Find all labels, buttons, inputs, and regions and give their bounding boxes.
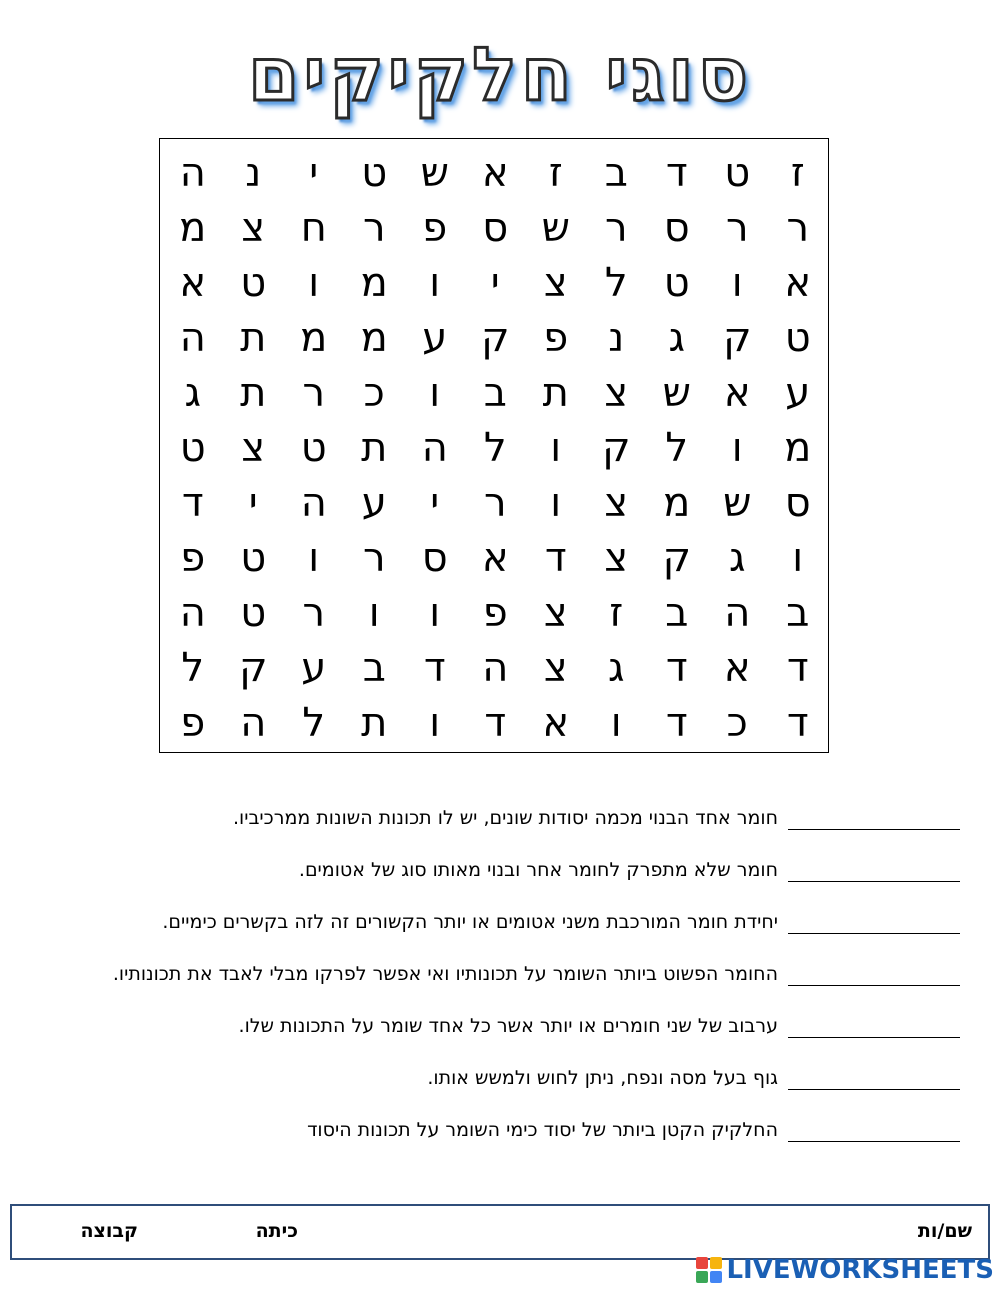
grid-letter[interactable]: ר <box>725 204 749 251</box>
grid-letter[interactable]: א <box>481 149 509 196</box>
grid-letter[interactable]: ק <box>662 534 691 581</box>
clue-item <box>30 852 960 886</box>
grid-letter[interactable]: ד <box>665 699 688 746</box>
grid-letter[interactable]: ש <box>723 479 752 526</box>
grid-letter[interactable]: ד <box>423 644 446 691</box>
grid-letter[interactable]: ל <box>181 644 205 691</box>
grid-letter[interactable]: ו <box>550 479 562 526</box>
grid-letter[interactable]: ב <box>362 644 386 691</box>
grid-letter[interactable]: ד <box>786 699 809 746</box>
grid-letter[interactable]: מ <box>179 204 207 251</box>
grid-letter[interactable]: ר <box>604 204 628 251</box>
grid-letter[interactable]: ע <box>301 644 327 691</box>
student-info-box <box>10 1204 990 1260</box>
answer-blank[interactable] <box>788 800 960 830</box>
grid-letter[interactable]: ט <box>300 424 327 471</box>
grid-letter[interactable]: צ <box>604 479 629 526</box>
grid-row <box>160 200 828 255</box>
grid-letter[interactable]: ת <box>542 369 569 416</box>
grid-letter[interactable]: ר <box>483 479 507 526</box>
group-label: קבוצה <box>80 1220 138 1242</box>
clue-item <box>30 1060 960 1094</box>
grid-letter[interactable]: צ <box>241 204 266 251</box>
grid-letter[interactable]: ג <box>729 534 746 581</box>
clue-text: גוף בעל מסה ונפח, ניתן לחוש ולמשש אותו. <box>427 1067 778 1089</box>
grid-letter[interactable]: א <box>542 699 570 746</box>
answer-blank[interactable] <box>788 1060 960 1090</box>
grid-letter[interactable]: ט <box>179 424 206 471</box>
clue-item <box>30 1008 960 1042</box>
logo-tile <box>710 1271 722 1283</box>
grid-letter[interactable]: ט <box>663 259 690 306</box>
grid-letter[interactable]: ר <box>302 589 326 636</box>
logo-tile <box>696 1271 708 1283</box>
grid-letter[interactable]: ה <box>300 479 327 526</box>
clue-text: יחידת חומר המורכבת משני אטומים או יותר הקשורים זה לזה בקשרים כימיים. <box>162 911 778 933</box>
clue-text: החומר הפשוט ביותר השומר על תכונותיו ואי אפשר לפרקו מבלי לאבד את תכונותיו. <box>112 963 778 985</box>
grid-letter[interactable]: כ <box>363 369 385 416</box>
grid-letter[interactable]: ד <box>786 644 809 691</box>
grid-letter[interactable]: ו <box>792 534 804 581</box>
grid-letter[interactable]: ה <box>724 589 751 636</box>
grid-row <box>160 255 828 310</box>
grid-letter[interactable]: ו <box>368 589 380 636</box>
grid-letter[interactable]: ו <box>429 699 441 746</box>
grid-letter[interactable]: מ <box>300 314 328 361</box>
grid-letter[interactable]: ה <box>240 699 267 746</box>
grid-letter[interactable]: ד <box>544 534 567 581</box>
grid-row <box>160 145 828 200</box>
grid-letter[interactable]: א <box>723 369 751 416</box>
grid-letter[interactable]: ר <box>362 534 386 581</box>
grid-letter[interactable]: פ <box>543 314 569 361</box>
grid-letter[interactable]: א <box>179 259 207 306</box>
clue-item <box>30 1112 960 1146</box>
grid-letter[interactable]: ט <box>240 589 267 636</box>
grid-letter[interactable]: ש <box>541 204 570 251</box>
grid-row <box>160 310 828 365</box>
clue-text: חומר שלא מתפרק לחומר אחר ובנוי מאותו סוג של אטומים. <box>298 859 778 881</box>
answer-blank[interactable] <box>788 1112 960 1142</box>
grid-letter[interactable]: ט <box>240 259 267 306</box>
grid-row <box>160 640 828 695</box>
grid-letter[interactable]: ק <box>723 314 752 361</box>
grid-letter[interactable]: צ <box>543 259 568 306</box>
grid-letter[interactable]: ס <box>482 204 509 251</box>
grid-letter[interactable]: צ <box>241 424 266 471</box>
grid-letter[interactable]: ו <box>429 259 441 306</box>
grid-letter[interactable]: ה <box>179 589 206 636</box>
grid-letter[interactable]: ל <box>665 424 689 471</box>
grid-letter[interactable]: ת <box>361 699 388 746</box>
grid-letter[interactable]: א <box>723 644 751 691</box>
grid-letter[interactable]: פ <box>482 589 508 636</box>
grid-letter[interactable]: א <box>481 534 509 581</box>
grid-letter[interactable]: ה <box>179 149 206 196</box>
grid-letter[interactable]: ט <box>240 534 267 581</box>
grid-row <box>160 365 828 420</box>
grid-letter[interactable]: ר <box>362 204 386 251</box>
grid-letter[interactable]: ט <box>361 149 388 196</box>
grid-letter[interactable]: ב <box>786 589 810 636</box>
answer-blank[interactable] <box>788 904 960 934</box>
grid-row <box>160 530 828 585</box>
clue-item <box>30 956 960 990</box>
name-label: שם/ות <box>917 1220 972 1242</box>
grid-letter[interactable]: י <box>309 149 319 196</box>
grid-letter[interactable]: ז <box>790 149 805 196</box>
grid-letter[interactable]: י <box>490 259 500 306</box>
answer-blank[interactable] <box>788 956 960 986</box>
grid-letter[interactable]: ג <box>608 644 625 691</box>
grid-letter[interactable]: ד <box>181 479 204 526</box>
grid-letter[interactable]: ת <box>240 314 267 361</box>
logo-tile <box>710 1257 722 1269</box>
grid-letter[interactable]: ד <box>665 644 688 691</box>
grid-letter[interactable]: ח <box>300 204 327 251</box>
grid-letter[interactable]: ו <box>308 259 320 306</box>
grid-letter[interactable]: ז <box>548 149 563 196</box>
grid-letter[interactable]: ו <box>731 259 743 306</box>
grid-letter[interactable]: מ <box>360 259 388 306</box>
grid-letter[interactable]: נ <box>245 149 262 196</box>
grid-letter[interactable]: ב <box>483 369 507 416</box>
clue-text: חומר אחד הבנוי מכמה יסודות שונים, יש לו תכונות השונות ממרכיביו. <box>232 807 778 829</box>
grid-letter[interactable]: ע <box>785 369 811 416</box>
grid-letter[interactable]: ג <box>668 314 685 361</box>
grid-letter[interactable]: ש <box>662 369 691 416</box>
grid-letter[interactable]: ל <box>604 259 628 306</box>
grid-letter[interactable]: ה <box>482 644 509 691</box>
grid-letter[interactable]: ע <box>361 479 387 526</box>
grid-letter[interactable]: צ <box>543 589 568 636</box>
grid-letter[interactable]: ד <box>665 149 688 196</box>
clue-text: ערבוב של שני חומרים או יותר אשר כל אחד שומר על התכונות שלו. <box>238 1015 778 1037</box>
grid-letter[interactable]: ס <box>663 204 690 251</box>
grid-letter[interactable]: ו <box>550 424 562 471</box>
grid-letter[interactable]: י <box>430 479 440 526</box>
grid-letter[interactable]: ק <box>602 424 631 471</box>
grid-letter[interactable]: ו <box>731 424 743 471</box>
grid-letter[interactable]: מ <box>360 314 388 361</box>
grid-letter[interactable]: ה <box>421 424 448 471</box>
grid-letter[interactable]: פ <box>180 534 206 581</box>
grid-letter[interactable]: ש <box>420 149 449 196</box>
grid-letter[interactable]: ו <box>429 369 441 416</box>
grid-letter[interactable]: א <box>784 259 812 306</box>
worksheet-title: סוגי חלקיקים <box>248 32 752 118</box>
grid-letter[interactable]: צ <box>543 644 568 691</box>
grid-row <box>160 420 828 475</box>
grid-letter[interactable]: ט <box>784 314 811 361</box>
answer-blank[interactable] <box>788 1008 960 1038</box>
grid-letter[interactable]: ג <box>184 369 201 416</box>
word-search-grid <box>159 138 829 753</box>
grid-letter[interactable]: ס <box>421 534 448 581</box>
grid-letter[interactable]: ק <box>481 314 510 361</box>
grid-letter[interactable]: ר <box>302 369 326 416</box>
liveworksheets-logo <box>696 1255 994 1285</box>
grid-letter[interactable]: ו <box>610 699 622 746</box>
answer-blank[interactable] <box>788 852 960 882</box>
class-label: כיתה <box>255 1220 298 1242</box>
grid-letter[interactable]: נ <box>608 314 625 361</box>
clue-item <box>30 904 960 938</box>
liveworksheets-logo-icon <box>696 1257 722 1283</box>
clue-list <box>30 800 960 1164</box>
grid-letter[interactable]: ו <box>308 534 320 581</box>
grid-letter[interactable]: מ <box>663 479 691 526</box>
grid-letter[interactable]: צ <box>604 369 629 416</box>
grid-letter[interactable]: ב <box>665 589 689 636</box>
grid-row <box>160 475 828 530</box>
grid-letter[interactable]: ל <box>302 699 326 746</box>
grid-letter[interactable]: פ <box>422 204 448 251</box>
logo-tile <box>696 1257 708 1269</box>
grid-letter[interactable]: ת <box>240 369 267 416</box>
grid-letter[interactable]: ס <box>784 479 811 526</box>
grid-letter[interactable]: כ <box>726 699 748 746</box>
grid-letter[interactable]: ד <box>484 699 507 746</box>
liveworksheets-wordmark: LIVEWORKSHEETS <box>726 1255 994 1285</box>
grid-row <box>160 695 828 750</box>
grid-letter[interactable]: ו <box>429 589 441 636</box>
grid-letter[interactable]: מ <box>784 424 812 471</box>
clue-text: החלקיק הקטן ביותר של יסוד כימי השומר על תכונות היסוד <box>307 1119 778 1141</box>
grid-letter[interactable]: פ <box>180 699 206 746</box>
grid-letter[interactable]: י <box>248 479 258 526</box>
grid-letter[interactable]: ר <box>786 204 810 251</box>
clue-item <box>30 800 960 834</box>
grid-letter[interactable]: ז <box>609 589 624 636</box>
grid-letter[interactable]: צ <box>604 534 629 581</box>
grid-letter[interactable]: ט <box>724 149 751 196</box>
grid-letter[interactable]: ע <box>422 314 448 361</box>
grid-letter[interactable]: ה <box>179 314 206 361</box>
grid-row <box>160 585 828 640</box>
grid-letter[interactable]: ב <box>604 149 628 196</box>
grid-letter[interactable]: ת <box>361 424 388 471</box>
grid-letter[interactable]: ק <box>239 644 268 691</box>
grid-letter[interactable]: ל <box>483 424 507 471</box>
